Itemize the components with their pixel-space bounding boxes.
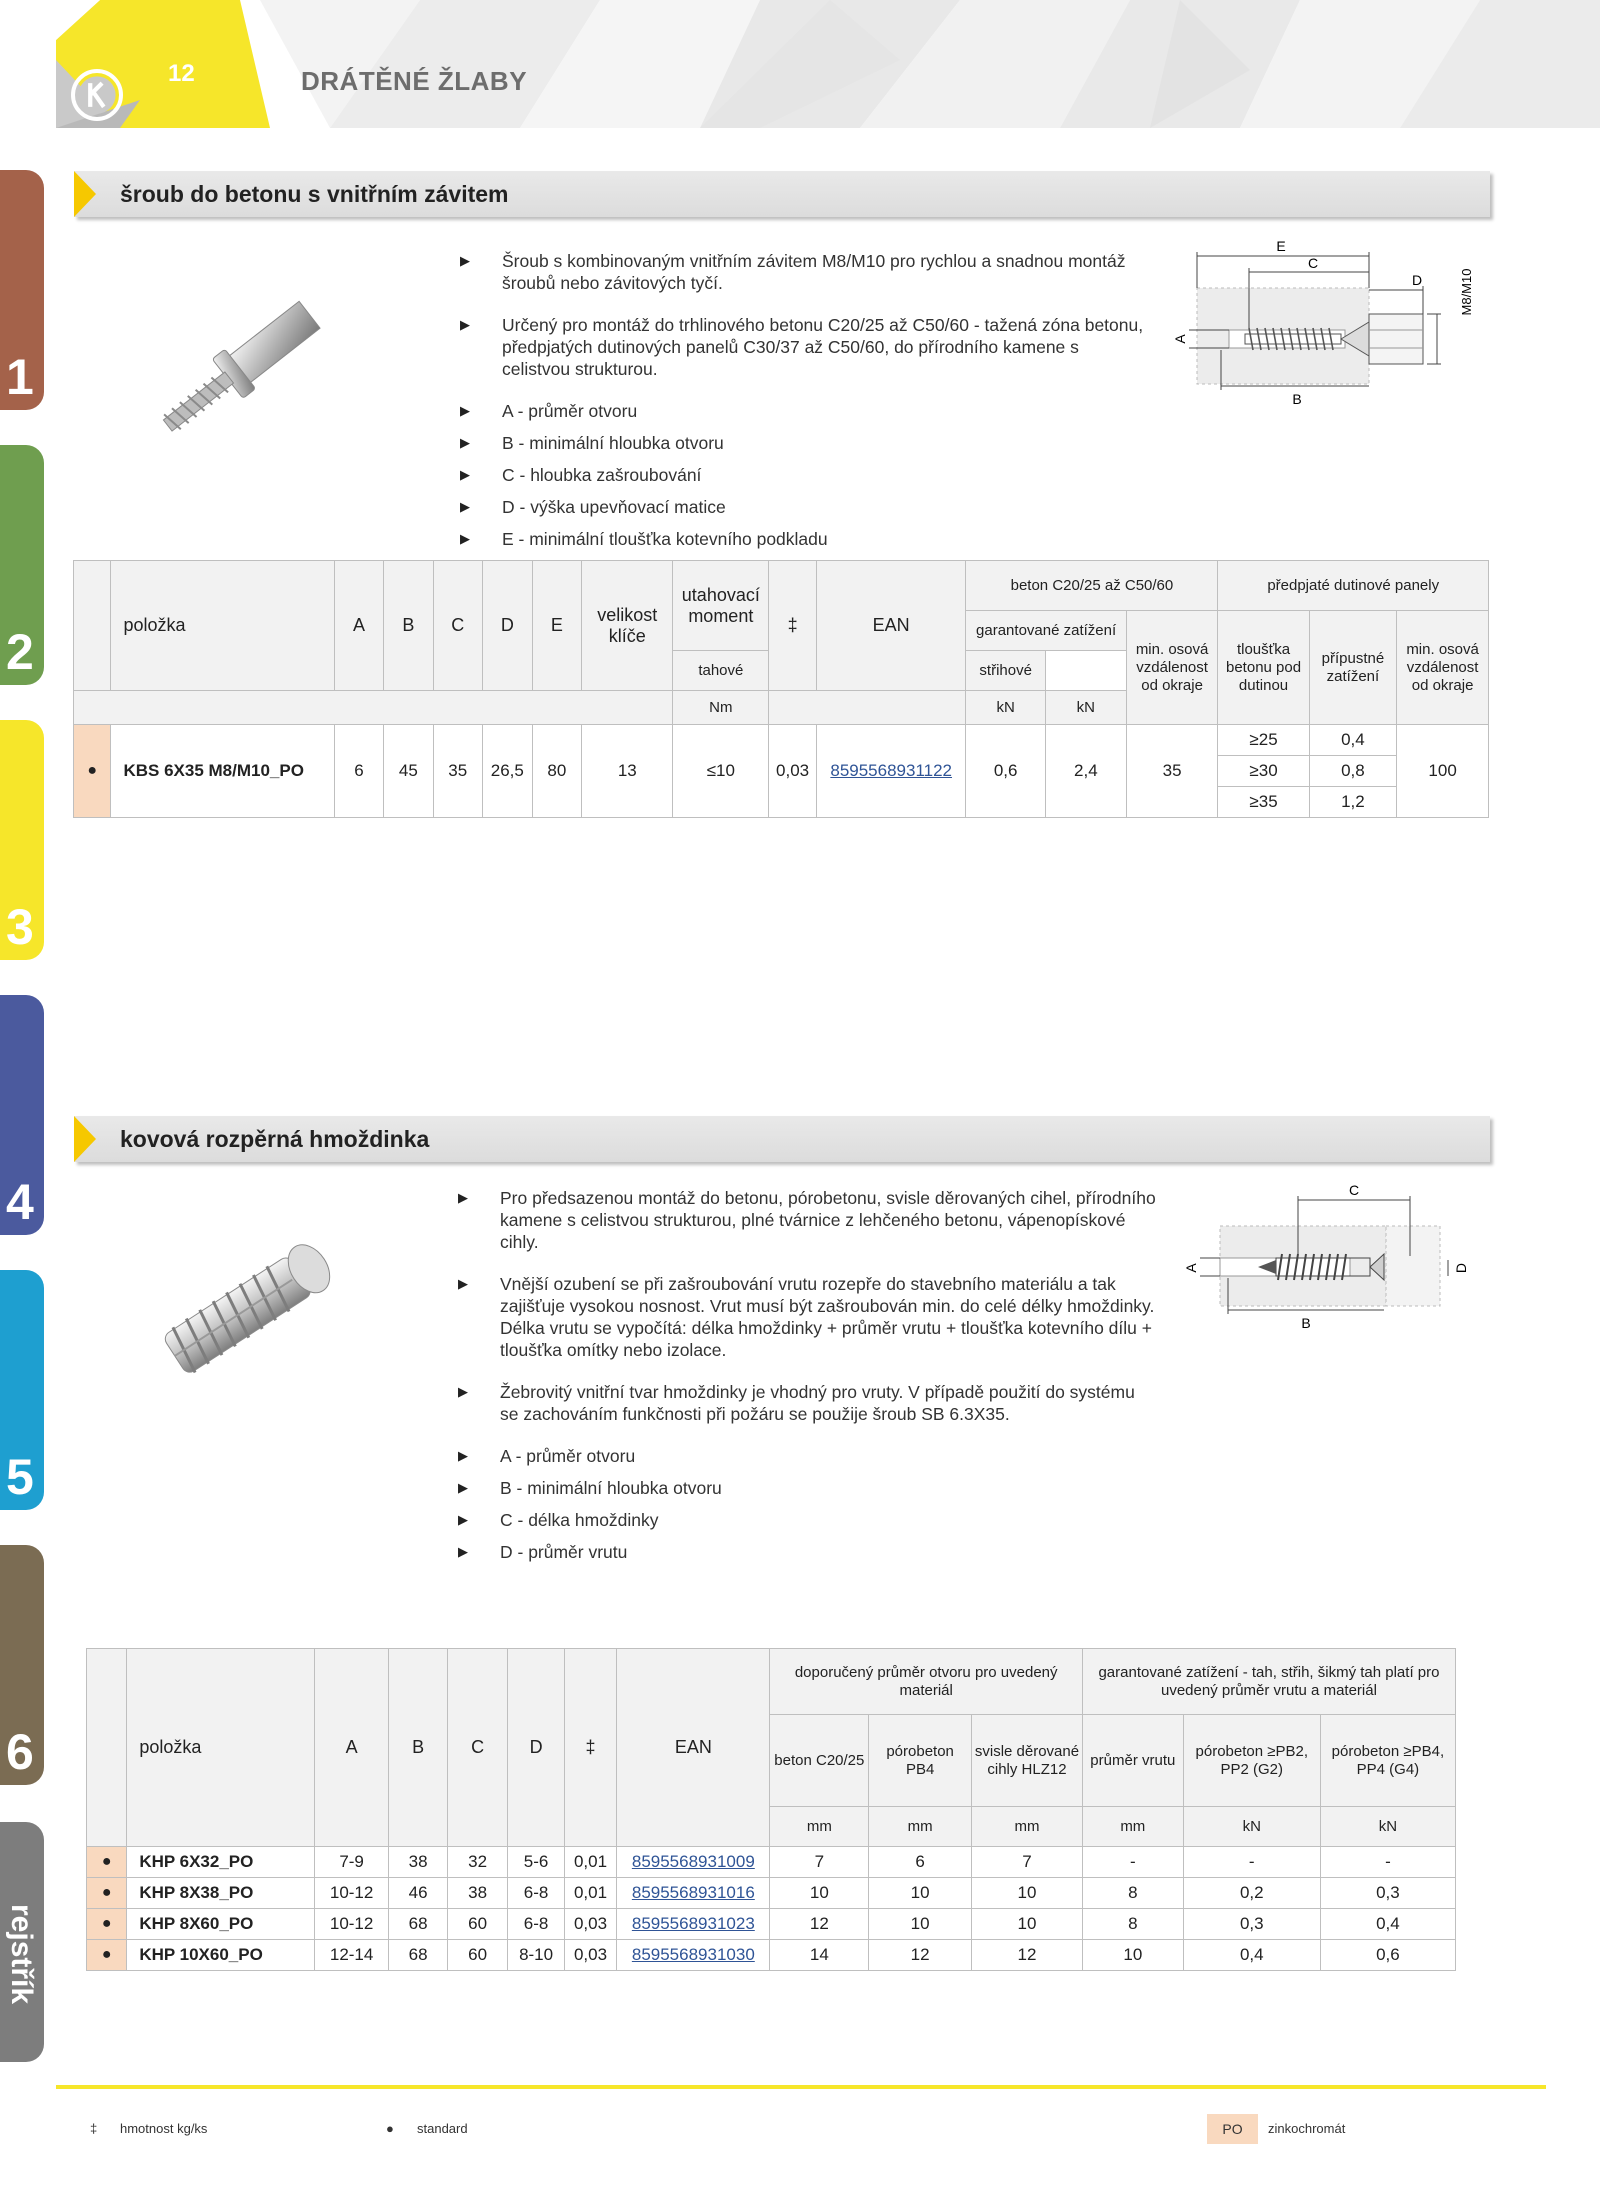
col-header-c: C: [433, 561, 482, 691]
cell-allowed: 0,8: [1309, 756, 1397, 787]
tab-chapter-5[interactable]: 5: [0, 1270, 44, 1510]
cell-w: 0,01: [564, 1847, 616, 1878]
col-header-weight: ‡: [564, 1649, 616, 1847]
cell-a: 10-12: [314, 1878, 389, 1909]
section-arrow-icon: [74, 1116, 96, 1162]
dim-label-b: B: [1292, 391, 1302, 407]
cell-c6: 0,6: [1320, 1940, 1455, 1971]
col-header-thickness: tloušťka betonu pod dutinou: [1218, 611, 1309, 725]
cell-c: 32: [447, 1847, 507, 1878]
company-logo: [71, 69, 123, 121]
col-header-tensile: tahové: [673, 651, 769, 691]
bullet-item: ▶ B - minimální hloubka otvoru: [460, 432, 1150, 454]
cell-c1: 10: [770, 1878, 869, 1909]
concrete-screw-product-image: [150, 262, 380, 432]
col-header-allowed-load: přípustné zatížení: [1309, 611, 1397, 725]
dim-label-c: C: [1348, 1182, 1360, 1198]
unit-row-blank: [74, 691, 673, 725]
section-header-concrete-screw: [74, 171, 1490, 217]
tab-chapter-3[interactable]: 3: [0, 720, 44, 960]
col-header-pb2: pórobeton ≥PB2, PP2 (G2): [1183, 1715, 1320, 1807]
bullet-item: ▶ E - minimální tloušťka kotevního podkladu: [460, 528, 1150, 550]
col-header-weight: ‡: [769, 561, 817, 691]
tab-chapter-6[interactable]: 6: [0, 1545, 44, 1785]
col-group-concrete: beton C20/25 až C50/60: [966, 561, 1218, 611]
cell-d: 26,5: [482, 725, 532, 818]
cell-b: 68: [389, 1940, 447, 1971]
bullet-item: ▶ A - průměr otvoru: [460, 400, 1150, 422]
ean-link[interactable]: 8595568931016: [631, 1883, 755, 1902]
section-title: šroub do betonu s vnitřním závitem: [120, 181, 509, 207]
col-header-a: A: [334, 561, 383, 691]
col-header-ean: EAN: [617, 1649, 770, 1847]
cell-d: 5-6: [508, 1847, 564, 1878]
dim-label-d: D: [1453, 1262, 1469, 1274]
cell-c1: 12: [770, 1909, 869, 1940]
col-header-aerated: pórobeton PB4: [869, 1715, 972, 1807]
cell-shear: 2,4: [1045, 725, 1126, 818]
col-header-c: C: [447, 1649, 507, 1847]
page-number: 12: [168, 60, 195, 87]
cell-ean[interactable]: [617, 1940, 770, 1971]
unit-mm: mm: [770, 1807, 869, 1847]
dim-label-e: E: [1276, 238, 1286, 254]
cell-c2: 12: [869, 1940, 972, 1971]
item-code: KHP 6X32_PO: [127, 1847, 315, 1878]
legend-weight-text: hmotnost kg/ks: [120, 2121, 208, 2136]
table-header-blank: [87, 1649, 127, 1847]
cell-c2: 10: [869, 1909, 972, 1940]
col-header-ean: EAN: [816, 561, 965, 691]
dim-label-d: D: [1411, 272, 1423, 288]
cell-a: 12-14: [314, 1940, 389, 1971]
bullet-item: ▶ Vnější ozubení se při zašroubování vrutu rozepře do stavebního materiálu a tak zajišťuje vysokou nosnost. Vrut musí být zašroubován min. do celé délky hmoždinky. Délka vrutu se vypočítá: délka hmoždinky + průměr vrutu + tloušťka kotevního dílu + tloušťka omítky nebo izolace.: [458, 1273, 1158, 1361]
section1-bullet-list: [460, 250, 1150, 550]
cell-w: 0,03: [564, 1940, 616, 1971]
table-row: [87, 1909, 1456, 1940]
table-row: [87, 1878, 1456, 1909]
ean-link[interactable]: 8595568931023: [631, 1914, 755, 1933]
cell-c3: 7: [972, 1847, 1083, 1878]
col-header-concrete: beton C20/25: [770, 1715, 869, 1807]
legend-po-box: PO: [1207, 2114, 1258, 2144]
col-header-item: položka: [127, 1649, 315, 1847]
table-header-blank: [74, 561, 111, 691]
ean-link[interactable]: 8595568931030: [631, 1945, 755, 1964]
cell-ean[interactable]: [816, 725, 965, 818]
cell-c3: 10: [972, 1909, 1083, 1940]
bullet-item: ▶ Určený pro montáž do trhlinového betonu C20/25 až C50/60 - tažená zóna betonu, předpjatých dutinových panelů C30/37 až C50/60, do přírodního kamene s celistvou strukturou.: [460, 314, 1150, 380]
col-header-brick: svisle děrované cihly HLZ12: [972, 1715, 1083, 1807]
cell-c4: 8: [1082, 1909, 1183, 1940]
legend-po-text: zinkochromát: [1268, 2121, 1346, 2136]
standard-dot: ●: [87, 1878, 127, 1909]
chapter-title: DRÁTĚNÉ ŽLABY: [301, 66, 528, 96]
cell-c: 60: [447, 1909, 507, 1940]
item-code: KHP 8X38_PO: [127, 1878, 315, 1909]
cell-allowed: 0,4: [1309, 725, 1397, 756]
cell-tensile: 0,6: [966, 725, 1046, 818]
col-group-panels: předpjaté dutinové panely: [1218, 561, 1489, 611]
cell-ean[interactable]: [617, 1878, 770, 1909]
col-header-key-size: velikost klíče: [582, 561, 673, 691]
cell-c6: 0,3: [1320, 1878, 1455, 1909]
col-header-item: položka: [111, 561, 334, 691]
table-row: [87, 1940, 1456, 1971]
bullet-item: ▶ A - průměr otvoru: [458, 1445, 1158, 1467]
cell-c1: 7: [770, 1847, 869, 1878]
standard-dot: ●: [87, 1940, 127, 1971]
footer-divider: [56, 2085, 1546, 2089]
col-group-guaranteed-load: garantované zatížení - tah, střih, šikmý tah platí pro uvedený průměr vrutu a materiál: [1082, 1649, 1455, 1715]
standard-dot: ●: [87, 1847, 127, 1878]
unit-kn: kN: [966, 691, 1046, 725]
bullet-item: ▶ Pro předsazenou montáž do betonu, pórobetonu, svisle děrovaných cihel, přírodního kamene s celistvou strukturou, plné tvárnice z lehčeného betonu, vápenopískové cihly.: [458, 1187, 1158, 1253]
cell-ean[interactable]: [617, 1909, 770, 1940]
cell-c2: 10: [869, 1878, 972, 1909]
cell-key-size: 13: [582, 725, 673, 818]
cell-c5: 0,2: [1183, 1878, 1320, 1909]
item-code: KHP 8X60_PO: [127, 1909, 315, 1940]
cell-d: 6-8: [508, 1909, 564, 1940]
cell-c4: 8: [1082, 1878, 1183, 1909]
cell-ean[interactable]: [617, 1847, 770, 1878]
col-header-a: A: [314, 1649, 389, 1847]
cell-c5: -: [1183, 1847, 1320, 1878]
dim-label-b: B: [1301, 1315, 1311, 1331]
cell-c: 60: [447, 1940, 507, 1971]
col-header-min-edge: min. osová vzdálenost od okraje: [1126, 611, 1218, 725]
col-header-pb4: pórobeton ≥PB4, PP4 (G4): [1320, 1715, 1455, 1807]
standard-dot: ●: [87, 1909, 127, 1940]
unit-mm: mm: [869, 1807, 972, 1847]
tab-chapter-4[interactable]: 4: [0, 995, 44, 1235]
section2-bullet-list: [458, 1187, 1158, 1563]
cell-b: 46: [389, 1878, 447, 1909]
col-header-guaranteed-load: garantované zatížení: [966, 611, 1126, 651]
bullet-item: ▶ C - hloubka zašroubování: [460, 464, 1150, 486]
col-header-torque: utahovací moment: [673, 561, 769, 651]
dim-label-a: A: [1172, 334, 1188, 344]
cell-b: 45: [384, 725, 433, 818]
table-row: [87, 1847, 1456, 1878]
unit-kn: kN: [1320, 1807, 1455, 1847]
cell-d: 8-10: [508, 1940, 564, 1971]
concrete-screw-dimension-diagram: [1165, 238, 1490, 413]
bullet-item: ▶ Šroub s kombinovaným vnitřním závitem M8/M10 pro rychlou a snadnou montáž šroubů nebo závitových tyčí.: [460, 250, 1150, 294]
cell-b: 68: [389, 1909, 447, 1940]
bullet-item: ▶ C - délka hmoždinky: [458, 1509, 1158, 1531]
legend-standard-text: standard: [417, 2121, 468, 2136]
unit-torque: Nm: [673, 691, 769, 725]
section-arrow-icon: [74, 171, 96, 217]
col-header-shear: střihové: [966, 651, 1046, 691]
cell-c: 35: [433, 725, 482, 818]
cell-min-edge-panels: 100: [1397, 725, 1489, 818]
cell-w: 0,01: [564, 1878, 616, 1909]
ean-link[interactable]: 8595568931009: [631, 1852, 755, 1871]
cell-a: 6: [334, 725, 383, 818]
cell-c: 38: [447, 1878, 507, 1909]
cell-thickness: ≥25: [1218, 725, 1309, 756]
unit-mm: mm: [1082, 1807, 1183, 1847]
bullet-item: ▶ Žebrovitý vnitřní tvar hmoždinky je vhodný pro vruty. V případě použití do systému se zachováním funkčnosti při požáru se použije šroub SB 6.3X35.: [458, 1381, 1158, 1425]
bullet-item: ▶ D - průměr vrutu: [458, 1541, 1158, 1563]
cell-c3: 12: [972, 1940, 1083, 1971]
bullet-item: ▶ B - minimální hloubka otvoru: [458, 1477, 1158, 1499]
cell-c2: 6: [869, 1847, 972, 1878]
cell-c1: 14: [770, 1940, 869, 1971]
unit-row-blank: [769, 691, 966, 725]
expansion-anchor-spec-table: [86, 1648, 1456, 1971]
section-header-expansion-anchor: [74, 1116, 1490, 1162]
cell-thickness: ≥30: [1218, 756, 1309, 787]
col-header-d: D: [508, 1649, 564, 1847]
col-group-hole-diameter: doporučený průměr otvoru pro uvedený materiál: [770, 1649, 1082, 1715]
cell-min-edge: 35: [1126, 725, 1218, 818]
cell-w: 0,03: [564, 1909, 616, 1940]
col-header-min-edge-panels: min. osová vzdálenost od okraje: [1397, 611, 1489, 725]
tab-chapter-2[interactable]: 2: [0, 445, 44, 685]
item-code: KBS 6X35 M8/M10_PO: [111, 725, 334, 818]
cell-a: 7-9: [314, 1847, 389, 1878]
ean-link[interactable]: 8595568931122: [830, 761, 953, 780]
standard-dot: ●: [74, 725, 111, 818]
cell-a: 10-12: [314, 1909, 389, 1940]
tab-chapter-1[interactable]: 1: [0, 170, 44, 410]
dim-label-c: C: [1307, 255, 1319, 271]
cell-e: 80: [532, 725, 581, 818]
cell-thickness: ≥35: [1218, 787, 1309, 818]
cell-c4: 10: [1082, 1940, 1183, 1971]
section-title: kovová rozpěrná hmoždinka: [120, 1126, 430, 1152]
dim-label-a: A: [1183, 1263, 1199, 1273]
col-header-d: D: [482, 561, 532, 691]
bullet-item: ▶ D - výška upevňovací matice: [460, 496, 1150, 518]
cell-c6: 0,4: [1320, 1909, 1455, 1940]
header-geometric-background: [0, 0, 1600, 128]
unit-kn: kN: [1183, 1807, 1320, 1847]
col-header-screw-dia: průměr vrutu: [1082, 1715, 1183, 1807]
cell-weight: 0,03: [769, 725, 817, 818]
col-header-e: E: [532, 561, 581, 691]
expansion-anchor-product-image: [150, 1225, 360, 1385]
concrete-screw-spec-table: [73, 560, 1489, 818]
cell-c4: -: [1082, 1847, 1183, 1878]
cell-c3: 10: [972, 1878, 1083, 1909]
dim-label-thread: M8/M10: [1459, 268, 1474, 316]
expansion-anchor-dimension-diagram: [1170, 1180, 1490, 1340]
cell-allowed: 1,2: [1309, 787, 1397, 818]
cell-c5: 0,4: [1183, 1940, 1320, 1971]
cell-torque: ≤10: [673, 725, 769, 818]
unit-mm: mm: [972, 1807, 1083, 1847]
unit-kn: kN: [1045, 691, 1126, 725]
col-header-b: B: [384, 561, 433, 691]
expansion-anchor-rows: [87, 1847, 1456, 1971]
legend-standard-symbol: ●: [386, 2121, 394, 2136]
cell-c6: -: [1320, 1847, 1455, 1878]
page-header: [0, 0, 1600, 128]
cell-d: 6-8: [508, 1878, 564, 1909]
legend-weight-symbol: ‡: [90, 2121, 98, 2136]
item-code: KHP 10X60_PO: [127, 1940, 315, 1971]
cell-c5: 0,3: [1183, 1909, 1320, 1940]
tab-index[interactable]: rejstřík: [0, 1822, 44, 2062]
cell-b: 38: [389, 1847, 447, 1878]
col-header-b: B: [389, 1649, 447, 1847]
